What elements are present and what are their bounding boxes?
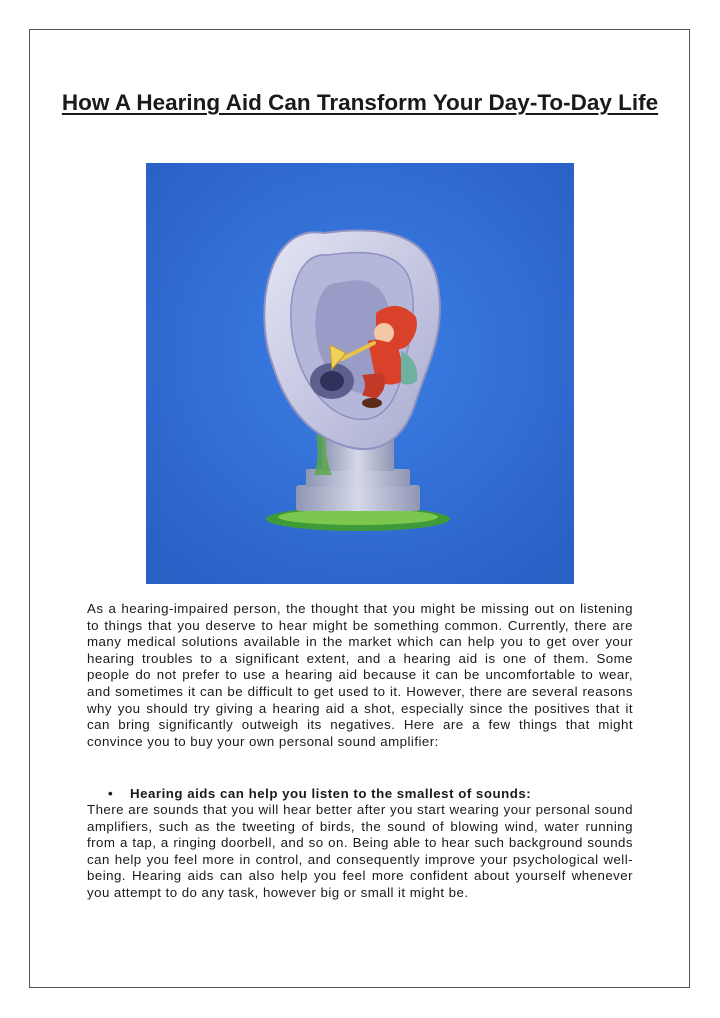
intro-paragraph: As a hearing-impaired person, the thought that you might be missing out on listening to things that you deserve to hear might be something common. Currently, there are many medical solutions available in the market which can help you to get over your hearing troubles to a significant extent, and a hearing aid is one of them. Some people do not prefer to use a hearing aid because it can be uncomfortable to wear, and sometimes it can be difficult to get used to it. However, there are several reasons why you should try giving a hearing aid a shot, especially since the positives that it can bring significantly outweigh its negatives. Here are a few things that might convince you to buy your own personal sound amplifier: xyxy=(87,601,633,749)
ear-illustration xyxy=(146,163,574,584)
document-title: How A Hearing Aid Can Transform Your Day-To-Day Life xyxy=(61,90,659,115)
bullet-paragraph: There are sounds that you will hear better after you start wearing your personal sound amplifiers, such as the tweeting of birds, the sound of blowing wind, water running from a tap, a ringing doorbell, and so on. Being able to hear such background sounds can help you feel more in control, and consequently improve your psychological well-being. Hearing aids can also help you feel more confident about yourself whenever you attempt to do any task, however big or small it might be. xyxy=(87,802,633,900)
bullet-icon: • xyxy=(108,786,114,801)
bullet-item xyxy=(108,786,628,803)
bullet-heading: Hearing aids can help you listen to the smallest of sounds: xyxy=(130,786,532,801)
